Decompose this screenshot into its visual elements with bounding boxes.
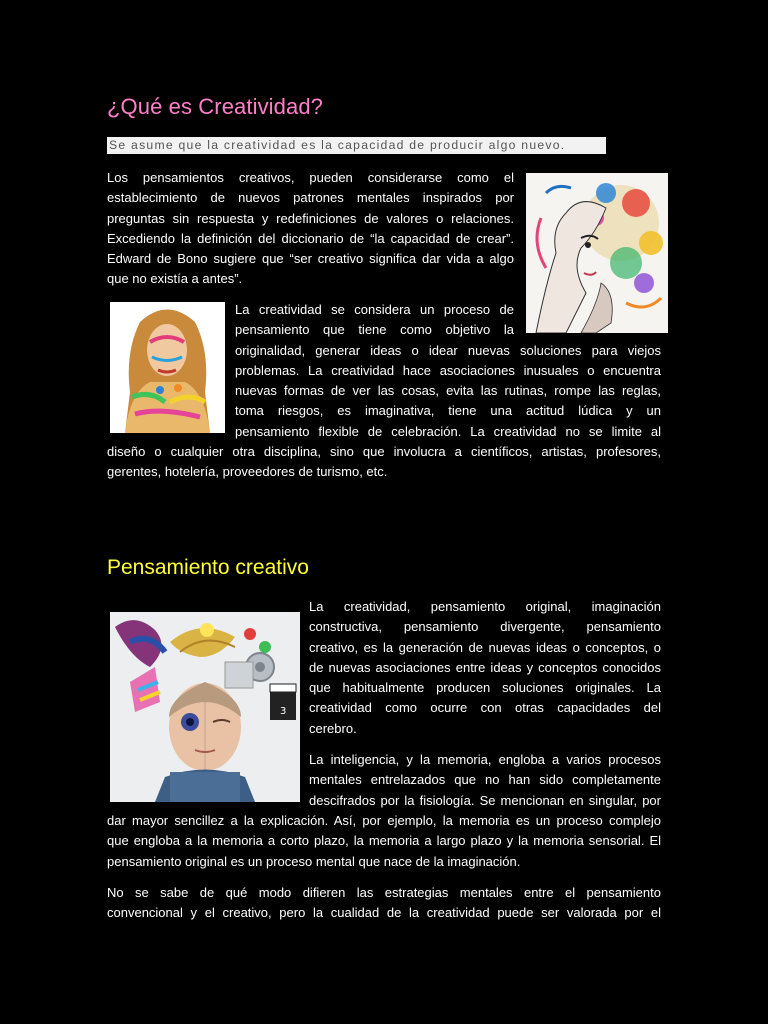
paragraph-intro	[107, 168, 514, 290]
text-line: pensamiento que tiene como objetivo la	[235, 322, 514, 338]
paragraph-creative-thinking	[309, 597, 661, 739]
text-line: La inteligencia, y la memoria, engloba a varios procesos	[309, 752, 661, 767]
text-line: creatividad como ocurre con otras capacidades del	[309, 700, 661, 716]
text-line: toma riesgos, es imaginativa, tiene una actitud lúdica y un	[235, 403, 661, 419]
text-line: que habitualmente producen soluciones originales. La	[309, 680, 661, 696]
painted-woman-photo	[110, 302, 225, 433]
text-line: Edward de Bono sugiere que “ser creativo significa dar vida a algo	[107, 251, 514, 267]
section-title-pensamiento: Pensamiento creativo	[107, 556, 309, 579]
text-line: gerentes, hotelería, proveedores de turismo, etc.	[107, 464, 388, 480]
text-line: La creatividad, pensamiento original, imaginación	[309, 599, 661, 614]
text-line: constructiva, pensamiento divergente, pensamiento	[309, 619, 661, 635]
text-line: preguntas sin respuesta y redefiniciones de valores o relaciones.	[107, 210, 514, 226]
paragraph-definition-full	[107, 442, 661, 483]
paragraph-definition-rest	[235, 341, 661, 442]
section-title-creatividad: ¿Qué es Creatividad?	[107, 94, 323, 119]
text-line: de nuevas asociaciones entre ideas y conceptos conocidos	[309, 659, 661, 675]
text-line: convencional y el creativo, pero la cualidad de la creatividad puede ser valorada por el	[107, 905, 661, 921]
text-line: diseño o cualquier otra disciplina, sino que involucra a científicos, artistas, profesores,	[107, 444, 661, 459]
clapper-number: 3	[280, 706, 287, 717]
text-line: descifrados por la fisiología. Se mencionan en singular, por	[309, 792, 661, 808]
text-line: establecimiento de nuevos patrones mentales inspirados por	[107, 190, 514, 206]
text-line: que engloba a la memoria a corto plazo, la memoria a largo plazo y la memoria sensorial. El	[107, 833, 661, 849]
text-line: dar mayor sencillez a la explicación. Así, por ejemplo, la memoria es un proceso complejo	[107, 813, 661, 828]
text-line: Excediendo la definición del diccionario de “la capacidad de crear”.	[107, 230, 514, 246]
text-line: problemas. La creatividad hace asociaciones inusuales o encuentra	[235, 362, 661, 378]
creative-head-collage	[110, 612, 300, 802]
paragraph-intelligence-full	[107, 811, 661, 872]
text-line: que no existía a antes”.	[107, 271, 243, 287]
text-line: nuevas formas de ver las cosas, evita las rutinas, rompe las reglas,	[235, 383, 661, 399]
text-line: La creatividad se considera un proceso de	[235, 302, 514, 317]
text-line: creativo, es la generación de nuevas ideas o conceptos, o	[309, 639, 661, 655]
text-line: mentales entrelazados que no han sido completamente	[309, 772, 661, 788]
text-line: pensamiento flexible de celebración. La creatividad no se limite al	[235, 423, 661, 439]
creative-face-illustration	[526, 173, 668, 333]
paragraph-strategies	[107, 883, 661, 924]
paragraph-definition-wrap	[235, 300, 514, 341]
tagline-highlight: Se asume que la creatividad es la capacidad de producir algo nuevo.	[107, 137, 606, 154]
text-line: Los pensamientos creativos, pueden considerarse como el	[107, 170, 514, 185]
text-line: pensamiento original es un proceso mental que nace de la imaginación.	[107, 853, 521, 869]
text-line: No se sabe de qué modo difieren las estrategias mentales entre el pensamiento	[107, 885, 661, 900]
text-line: cerebro.	[309, 720, 357, 736]
paragraph-intelligence-wrap	[309, 750, 661, 811]
text-line: originalidad, generar ideas o idear nuevas soluciones para viejos	[235, 342, 661, 358]
